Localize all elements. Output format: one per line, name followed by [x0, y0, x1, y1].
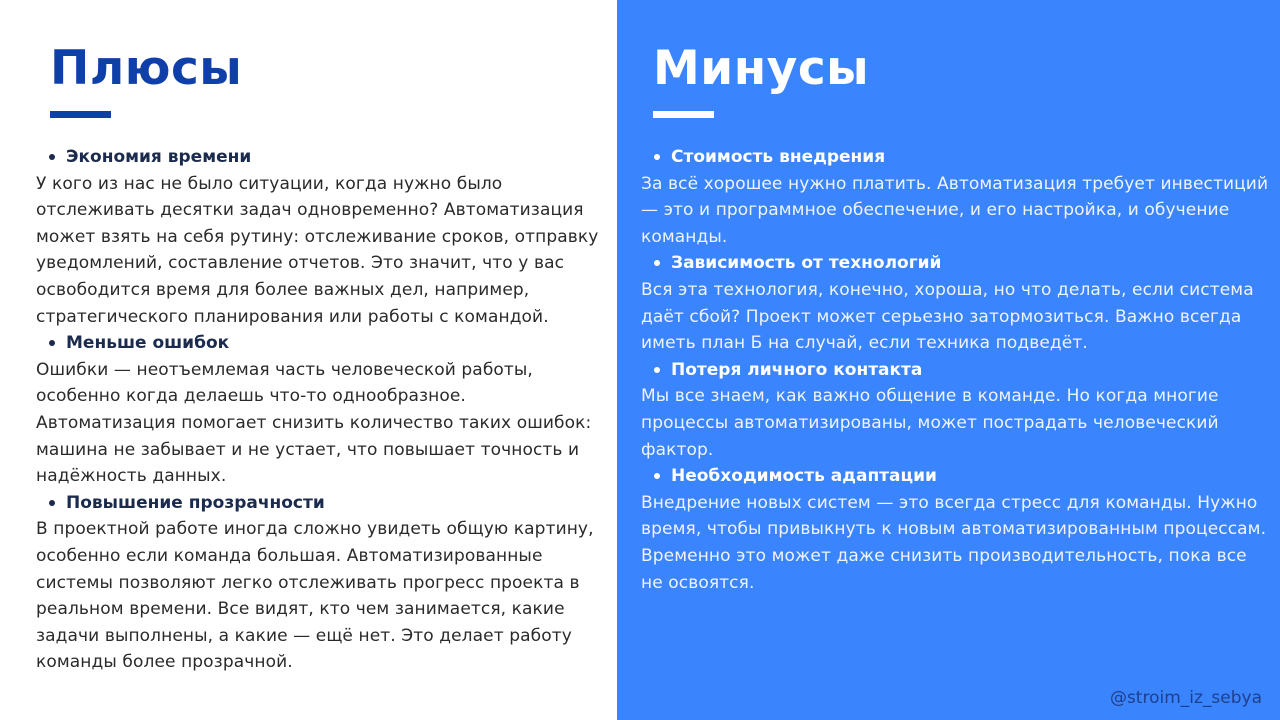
pros-item-body: Ошибки — неотъемлемая часть человеческой работы, особенно когда делаешь что-то однообразное. Автоматизация помогает снизить количество таких ошибок: машина не забывает и не устает, что повышает точность и надёжность данных. — [36, 359, 592, 487]
pros-item-body: У кого из нас не было ситуации, когда нужно было отслеживать десятки задач одновременно? Автоматизация может взять на себя рутину: отслеживание сроков, отправку уведомлений, составление отчетов. Это значит, что у вас освободится время для более важных дел, например, стратегического планирования или работы с командой. — [36, 173, 599, 327]
cons-item-heading: Зависимость от технологий — [671, 253, 942, 274]
pros-panel — [0, 0, 617, 720]
cons-item-body: Мы все знаем, как важно общение в команде. Но когда многие процессы автоматизированы, может пострадать человеческий фактор. — [641, 386, 1219, 460]
pros-item-transparency — [36, 490, 611, 676]
cons-item-body: За всё хорошее нужно платить. Автоматизация требует инвестиций — это и программное обеспечение, и его настройка, и обучение команды. — [641, 173, 1269, 247]
cons-title: Минусы — [653, 41, 870, 96]
bullet-icon — [654, 367, 660, 373]
bullet-icon — [654, 473, 660, 479]
bullet-icon — [49, 340, 55, 346]
pros-item-heading: Экономия времени — [66, 147, 252, 167]
cons-item-body: Внедрение новых систем — это всегда стресс для команды. Нужно время, чтобы привыкнуть к новым автоматизированным процессам. Временно это может даже снизить производительность, пока все не освоятся. — [641, 492, 1267, 593]
bullet-icon — [654, 154, 660, 160]
cons-item-heading: Потеря личного контакта — [671, 359, 923, 380]
cons-item-adaptation — [641, 463, 1271, 596]
pros-list — [36, 144, 611, 676]
bullet-icon — [49, 500, 55, 506]
pros-item-body: В проектной работе иногда сложно увидеть общую картину, особенно если команда большая. Автоматизированные системы позволяют легко отслеживать прогресс проекта в реальном времени. Все видят, кто чем занимается, какие задачи выполнены, а какие — ещё нет. Это делает работу команды более прозрачной. — [36, 519, 594, 673]
cons-title-underline — [653, 111, 714, 118]
cons-list — [641, 144, 1271, 596]
cons-item-cost — [641, 144, 1271, 250]
cons-item-contact — [641, 357, 1271, 463]
cons-item-body: Вся эта технология, конечно, хороша, но что делать, если система даёт сбой? Проект может серьезно затормозиться. Важно всегда иметь план Б на случай, если техника подведёт. — [641, 279, 1254, 354]
pros-title-underline — [50, 111, 111, 118]
cons-item-dependency — [641, 250, 1271, 356]
pros-item-errors — [36, 330, 611, 490]
pros-item-heading: Меньше ошибок — [66, 333, 230, 354]
bullet-icon — [49, 154, 55, 160]
cons-item-heading: Необходимость адаптации — [671, 466, 937, 487]
pros-item-heading: Повышение прозрачности — [66, 492, 325, 513]
cons-item-heading: Стоимость внедрения — [671, 147, 886, 167]
watermark-handle: @stroim_iz_sebya — [1109, 688, 1262, 708]
cons-panel — [617, 0, 1280, 720]
pros-title: Плюсы — [50, 41, 243, 96]
bullet-icon — [654, 260, 660, 266]
pros-item-time — [36, 144, 611, 330]
